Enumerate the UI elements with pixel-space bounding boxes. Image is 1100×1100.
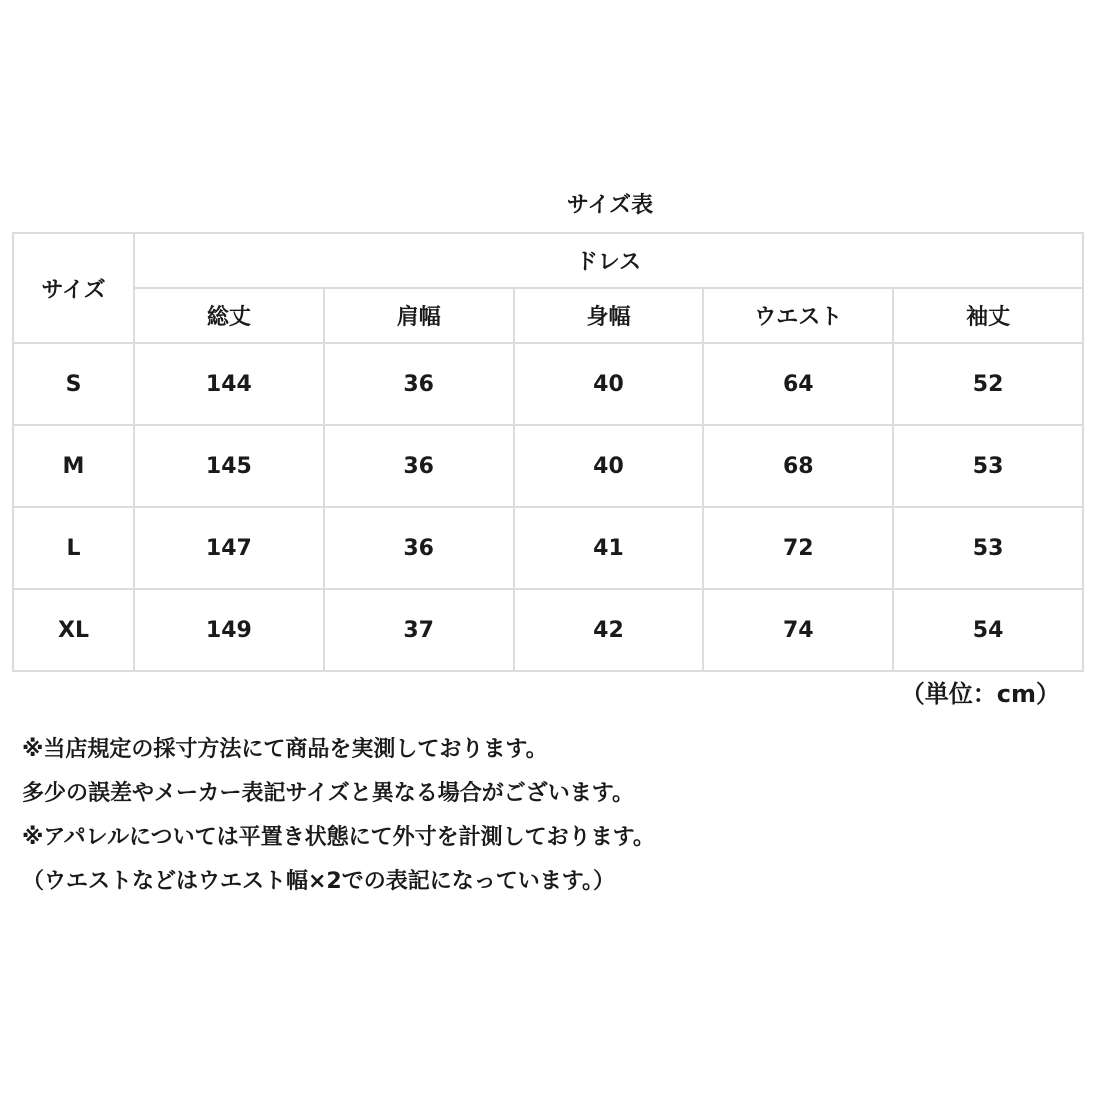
table-cell: 64 [703,343,893,425]
table-cell: 40 [514,425,704,507]
table-cell: 145 [134,425,324,507]
note-line: ※アパレルについては平置き状態にて外寸を計測しております。 [22,825,655,850]
size-label: XL [13,589,134,671]
table-cell: 37 [324,589,514,671]
table-cell: 74 [703,589,893,671]
table-header-row [13,233,1083,288]
size-label: S [13,343,134,425]
table-cell: 36 [324,343,514,425]
note-line: ※当店規定の採寸方法にて商品を実測しております。 [22,737,548,762]
column-header: 肩幅 [324,288,514,343]
column-header: 身幅 [514,288,704,343]
table-subheader-row [13,288,1083,343]
table-cell: 72 [703,507,893,589]
table-cell: 42 [514,589,704,671]
column-header: 袖丈 [893,288,1083,343]
size-table [12,232,1084,672]
dress-group-header: ドレス [134,233,1083,288]
size-column-header: サイズ [13,233,134,343]
table-cell: 52 [893,343,1083,425]
note-line: 多少の誤差やメーカー表記サイズと異なる場合がございます。 [22,781,635,806]
unit-note: （単位：cm） [900,680,1060,708]
table-cell: 54 [893,589,1083,671]
table-row [13,589,1083,671]
table-cell: 36 [324,507,514,589]
size-label: L [13,507,134,589]
column-header: ウエスト [703,288,893,343]
size-label: M [13,425,134,507]
note-line: （ウエストなどはウエスト幅×2での表記になっています。） [22,869,615,894]
table-cell: 149 [134,589,324,671]
table-row [13,425,1083,507]
table-cell: 144 [134,343,324,425]
table-cell: 68 [703,425,893,507]
table-cell: 53 [893,507,1083,589]
page-title: サイズ表 [566,193,654,218]
table-cell: 147 [134,507,324,589]
table-row [13,343,1083,425]
table-cell: 53 [893,425,1083,507]
table-cell: 41 [514,507,704,589]
table-cell: 36 [324,425,514,507]
table-cell: 40 [514,343,704,425]
table-row [13,507,1083,589]
notes-block [22,728,655,904]
column-header: 総丈 [134,288,324,343]
